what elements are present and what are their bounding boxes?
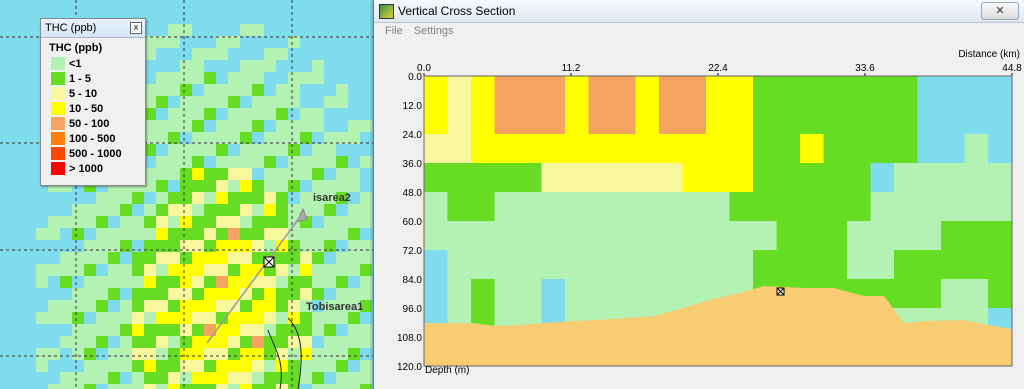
legend-swatch xyxy=(51,132,65,145)
menu-file[interactable]: File xyxy=(385,25,403,37)
app-icon xyxy=(379,4,394,19)
location-marker-icon[interactable] xyxy=(777,288,784,295)
y-tick-label: 12.0 xyxy=(402,101,422,112)
legend-item xyxy=(51,71,145,86)
legend-label: 10 - 50 xyxy=(69,102,104,115)
x-tick-label: 0.0 xyxy=(417,63,431,74)
legend-swatch xyxy=(51,87,65,100)
legend-item xyxy=(51,116,145,131)
window-title: Vertical Cross Section xyxy=(398,4,516,18)
menu-settings[interactable]: Settings xyxy=(413,25,454,37)
window-titlebar[interactable] xyxy=(374,0,1024,23)
legend-swatch xyxy=(51,72,65,85)
legend-item xyxy=(51,161,145,176)
legend-window-title: THC (ppb) xyxy=(45,22,97,34)
y-tick-label: 24.0 xyxy=(402,130,422,141)
y-tick-label: 120.0 xyxy=(396,362,422,373)
y-axis-label: Depth (m) xyxy=(425,365,470,376)
close-icon[interactable]: x xyxy=(130,22,142,34)
legend-label: 50 - 100 xyxy=(69,117,110,130)
x-tick-label: 11.2 xyxy=(561,63,581,74)
y-tick-label: 96.0 xyxy=(402,304,422,315)
y-tick-label: 48.0 xyxy=(402,188,422,199)
y-tick-label: 108.0 xyxy=(396,333,422,344)
y-tick-label: 84.0 xyxy=(402,275,422,286)
legend-list xyxy=(41,56,145,176)
legend-label: > 1000 xyxy=(69,162,103,175)
legend-item xyxy=(51,56,145,71)
legend-titlebar[interactable] xyxy=(41,19,145,38)
menu-bar xyxy=(374,23,1024,41)
legend-heading: THC (ppb) xyxy=(49,42,103,54)
y-tick-label: 60.0 xyxy=(402,217,422,228)
legend-swatch xyxy=(51,57,65,70)
legend-item xyxy=(51,146,145,161)
legend-item xyxy=(51,101,145,116)
location-marker-icon[interactable] xyxy=(264,257,274,267)
y-tick-label: 0.0 xyxy=(408,72,422,83)
x-tick-label: 33.6 xyxy=(855,63,875,74)
map-label-isarea2: isarea2 xyxy=(313,192,351,204)
x-tick-label: 44.8 xyxy=(1002,63,1022,74)
legend-label: <1 xyxy=(69,57,82,70)
legend-label: 5 - 10 xyxy=(69,87,98,100)
legend-swatch xyxy=(51,102,65,115)
legend-label: 500 - 1000 xyxy=(69,147,122,160)
y-tick-label: 72.0 xyxy=(402,246,422,257)
legend-item xyxy=(51,131,145,146)
legend-item xyxy=(51,86,145,101)
legend-window[interactable] xyxy=(40,18,146,186)
close-button[interactable]: ✕ xyxy=(981,2,1019,20)
legend-label: 100 - 500 xyxy=(69,132,116,145)
legend-swatch xyxy=(51,147,65,160)
cross-section-plot[interactable] xyxy=(374,40,1024,389)
plot-area xyxy=(424,76,1012,366)
y-tick-label: 36.0 xyxy=(402,159,422,170)
legend-swatch xyxy=(51,162,65,175)
map-label-tobisarea1: Tobisarea1 xyxy=(306,301,364,313)
legend-label: 1 - 5 xyxy=(69,72,92,85)
legend-swatch xyxy=(51,117,65,130)
x-axis-label: Distance (km) xyxy=(958,49,1020,60)
cross-section-window[interactable] xyxy=(373,0,1024,389)
x-tick-label: 22.4 xyxy=(708,63,728,74)
